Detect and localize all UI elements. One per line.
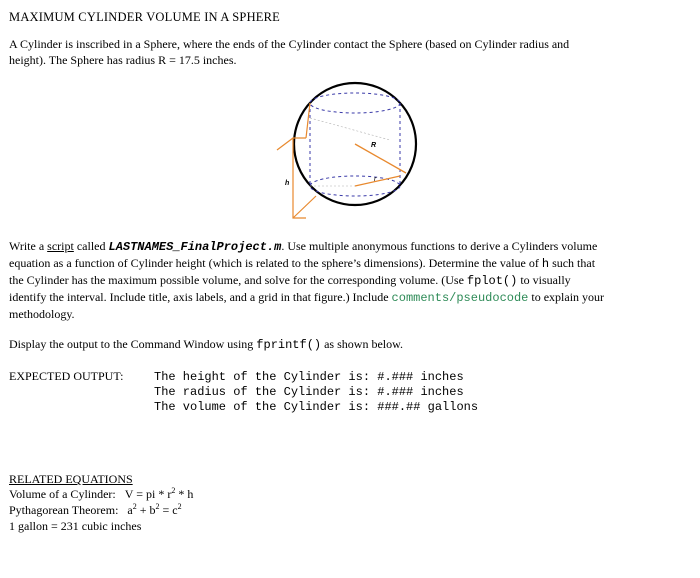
- pyth-exp: 2: [155, 502, 160, 511]
- height-measure-tick-bottom: [293, 196, 316, 218]
- intro-line-1: A Cylinder is inscribed in a Sphere, where the ends of the Cylinder contact the Sphere (based on Cylinder radius and: [9, 37, 570, 51]
- volume-formula-end: * h: [175, 487, 194, 501]
- volume-equation: [9, 486, 193, 502]
- comments-pseudocode: comments/pseudocode: [391, 291, 529, 305]
- guide-line: [310, 118, 390, 140]
- task-text: to visually: [517, 273, 571, 287]
- task-paragraph: [9, 238, 681, 322]
- task-text: called: [73, 239, 109, 253]
- height-measure-tick-top: [277, 138, 293, 150]
- pyth-exp: 2: [177, 502, 182, 511]
- related-equations-heading: RELATED EQUATIONS: [9, 472, 133, 486]
- pythagorean-label: Pythagorean Theorem:: [9, 503, 119, 517]
- display-text: as shown below.: [321, 337, 403, 351]
- label-R: R: [371, 142, 377, 149]
- task-text: such that: [549, 256, 596, 270]
- label-r: r: [374, 176, 377, 183]
- task-line-2: [9, 255, 681, 272]
- display-text: Display the output to the Command Window using: [9, 337, 257, 351]
- sphere-radius-line: [355, 144, 406, 173]
- task-line-4: [9, 289, 681, 306]
- task-line-5: methodology.: [9, 307, 75, 321]
- fprintf-function: fprintf(): [256, 338, 322, 352]
- task-text: Write a: [9, 239, 48, 253]
- pyth-a: a: [127, 503, 133, 517]
- task-text: to explain your: [528, 290, 605, 304]
- pyth-c: = c: [159, 503, 178, 517]
- volume-exponent: 2: [171, 486, 176, 495]
- fplot-function: fplot(): [466, 274, 518, 288]
- script-word: script: [47, 239, 74, 253]
- task-text: equation as a function of Cylinder height (which is related to the sphere’s dimensions). Determine the value of: [9, 256, 539, 270]
- intro-paragraph: [9, 36, 681, 68]
- gallon-conversion: 1 gallon = 231 cubic inches: [9, 519, 142, 533]
- display-instruction: [9, 336, 681, 353]
- cylinder-top: [310, 93, 400, 113]
- page-title: MAXIMUM CYLINDER VOLUME IN A SPHERE: [9, 10, 281, 24]
- task-line-3: [9, 272, 681, 289]
- intro-line-2: height). The Sphere has radius R = 17.5 inches.: [9, 53, 237, 67]
- task-text: . Use multiple anonymous functions to derive a Cylinders volume: [281, 239, 598, 253]
- task-text: identify the interval. Include title, axis labels, and a grid in that figure.) Include: [9, 290, 392, 304]
- pyth-exp: 2: [132, 502, 137, 511]
- volume-label: Volume of a Cylinder:: [9, 487, 116, 501]
- volume-formula: V = pi * r: [124, 487, 172, 501]
- script-filename: LASTNAMES_FinalProject.m: [108, 240, 282, 254]
- h-variable: h: [541, 257, 550, 271]
- expected-line-height: The height of the Cylinder is: #.### inches: [154, 370, 464, 384]
- pythagorean-equation: [9, 502, 182, 518]
- sphere-cylinder-diagram: [270, 78, 430, 228]
- task-text: the Cylinder has the maximum possible volume, and solve for the corresponding volume. (Use: [9, 273, 467, 287]
- pyth-b: + b: [136, 503, 156, 517]
- expected-output-label: EXPECTED OUTPUT:: [9, 369, 124, 383]
- expected-line-volume: The volume of the Cylinder is: ###.## gallons: [154, 400, 479, 414]
- label-h: h: [285, 180, 290, 187]
- task-line-1: [9, 238, 681, 255]
- expected-line-radius: The radius of the Cylinder is: #.### inches: [154, 385, 464, 399]
